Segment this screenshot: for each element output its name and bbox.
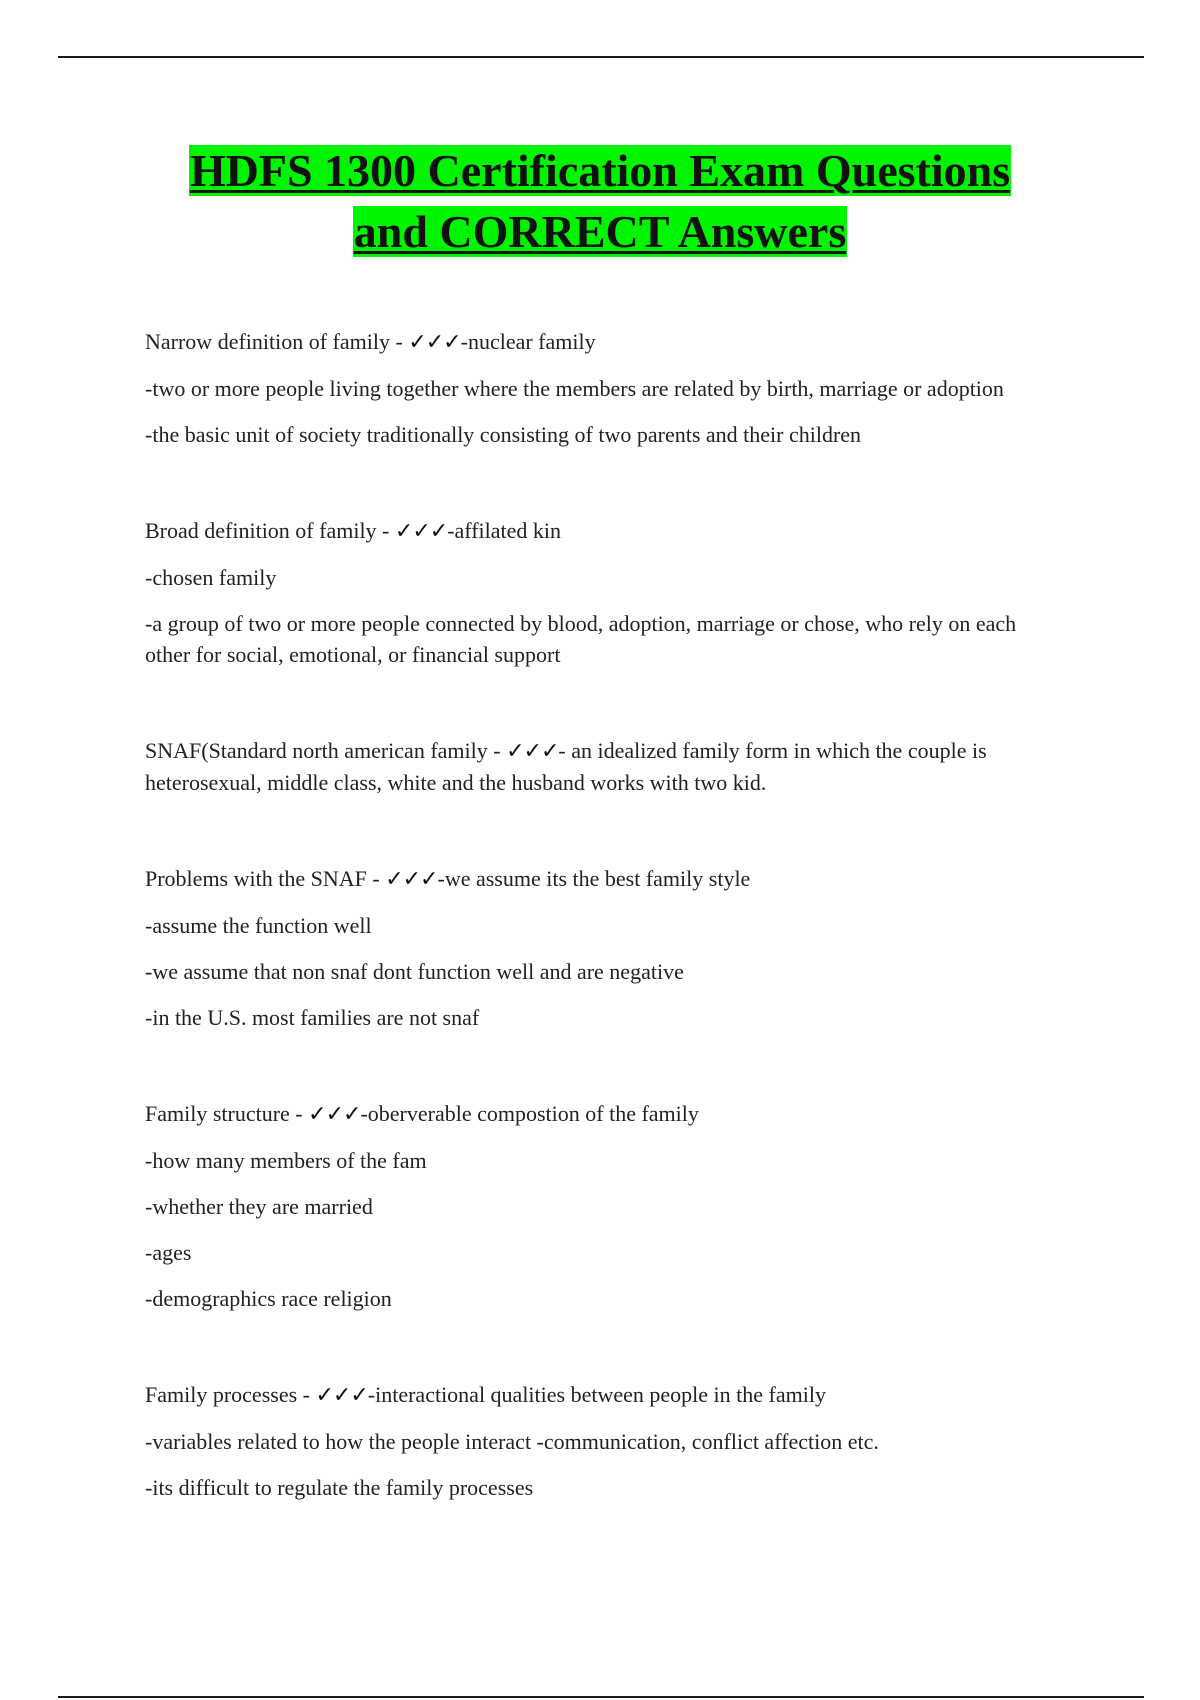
title-line-2: and CORRECT Answers (353, 206, 847, 257)
question-line (145, 326, 1065, 358)
qa-item (145, 735, 1065, 798)
answer-text: -affilated kin (447, 518, 562, 543)
answer-detail: -its difficult to regulate the family processes (145, 1475, 534, 1500)
qa-item (145, 1098, 1065, 1314)
title-line-1: HDFS 1300 Certification Exam Questions (189, 145, 1011, 196)
qa-list (145, 326, 1065, 1568)
answer-detail: -demographics race religion (145, 1286, 392, 1311)
check-marks-icon: ✓✓✓ (315, 1383, 368, 1408)
answer-text: - an idealized family form in which the couple is heterosexual, middle class, white and the husband works with two kid. (145, 738, 987, 795)
qa-item (145, 326, 1065, 450)
question-term: Broad definition of family - (145, 518, 395, 543)
answer-detail: -we assume that non snaf dont function well and are negative (145, 959, 684, 984)
question-term: Family structure - (145, 1101, 309, 1126)
answer-detail: -whether they are married (145, 1194, 373, 1219)
answer-detail: -variables related to how the people interact -communication, conflict affection etc. (145, 1429, 879, 1454)
top-rule (58, 56, 1144, 58)
answer-detail: -chosen family (145, 565, 277, 590)
answer-text: -we assume its the best family style (437, 866, 751, 891)
question-line (145, 515, 1065, 547)
check-marks-icon: ✓✓✓ (394, 519, 448, 544)
check-marks-icon: ✓✓✓ (308, 1102, 361, 1127)
answer-detail: -ages (145, 1240, 192, 1265)
question-line (145, 1379, 1065, 1411)
answer-detail: -assume the function well (145, 913, 372, 938)
check-marks-icon: ✓✓✓ (408, 330, 461, 355)
qa-item (145, 863, 1065, 1033)
bottom-rule (58, 1696, 1144, 1698)
answer-text: -oberverable compostion of the family (360, 1101, 699, 1126)
answer-detail: -two or more people living together where the members are related by birth, marriage or adoption (145, 376, 1004, 401)
question-line (145, 1098, 1065, 1130)
qa-item (145, 1379, 1065, 1503)
question-line (145, 735, 1065, 798)
check-marks-icon: ✓✓✓ (506, 739, 559, 764)
qa-item (145, 515, 1065, 670)
question-term: Family processes - (145, 1382, 316, 1407)
answer-detail: -a group of two or more people connected by blood, adoption, marriage or chose, who rely on each other for social, emotional, or financial support (145, 611, 1017, 667)
question-term: SNAF(Standard north american family - (145, 738, 507, 763)
question-line (145, 863, 1065, 895)
answer-detail: -in the U.S. most families are not snaf (145, 1005, 480, 1030)
question-term: Problems with the SNAF - (145, 866, 386, 891)
question-term: Narrow definition of family - (145, 329, 409, 354)
page-title (0, 140, 1200, 262)
answer-text: -interactional qualities between people in the family (367, 1382, 826, 1407)
answer-detail: -how many members of the fam (145, 1148, 427, 1173)
check-marks-icon: ✓✓✓ (385, 867, 438, 892)
answer-detail: -the basic unit of society traditionally consisting of two parents and their children (145, 422, 862, 447)
answer-text: -nuclear family (460, 329, 596, 354)
